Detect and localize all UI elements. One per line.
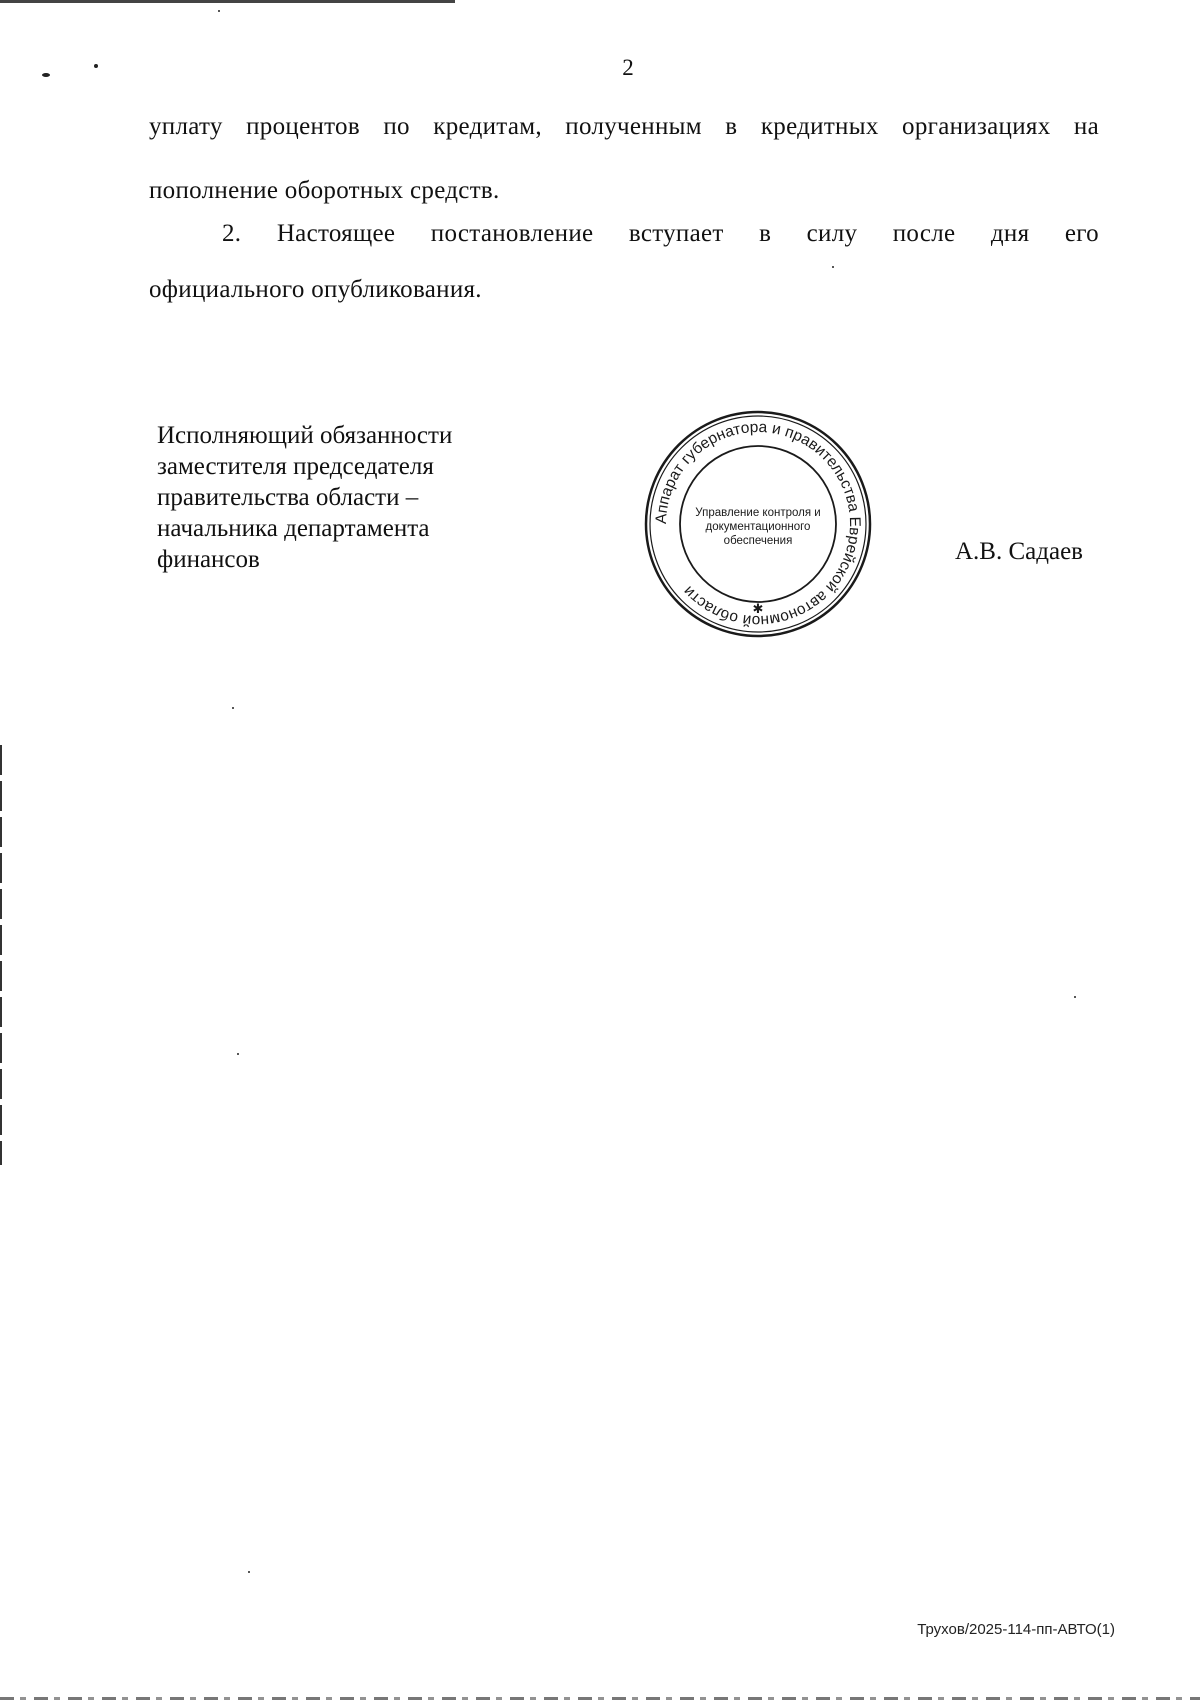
signatory-name: А.В. Садаев <box>955 538 1083 565</box>
body-line: официального опубликования. <box>149 276 482 303</box>
body-line: пополнение оборотных средств. <box>149 177 500 204</box>
scan-speck <box>832 266 834 268</box>
signatory-position-line: Исполняющий обязанности <box>157 422 453 449</box>
signatory-position-line: правительства области – <box>157 484 419 511</box>
stamp-inner-line: обеспечения <box>723 535 793 547</box>
body-line: уплату процентов по кредитам, полученным в кредитных организациях на <box>149 113 1099 140</box>
scan-speck <box>218 10 220 12</box>
document-code: Трухов/2025-114-пп-АВТО(1) <box>917 1621 1115 1638</box>
scan-edge-left <box>0 745 2 1165</box>
signatory-position-line: финансов <box>157 546 260 573</box>
scan-edge-top <box>0 0 455 3</box>
scan-speck <box>232 707 234 709</box>
stamp-inner-line: Управление контроля и <box>695 507 821 519</box>
stamp-outer-text: Аппарат губернатора и правительства Еврейской автономной области <box>652 418 864 630</box>
stamp-inner-line: документационного <box>705 521 811 533</box>
body-line: 2. Настоящее постановление вступает в силу после дня его <box>222 220 1099 247</box>
signatory-position <box>157 420 517 575</box>
stamp-star-icon: ✱ <box>752 602 764 617</box>
signatory-position-line: начальника департамента <box>157 515 430 542</box>
scan-speck <box>1074 996 1076 998</box>
page-number: 2 <box>622 55 634 80</box>
scan-edge-bottom <box>0 1697 1200 1700</box>
scan-speck <box>237 1053 239 1055</box>
signatory-position-line: заместителя председателя <box>157 453 434 480</box>
scan-speck <box>248 1571 250 1573</box>
official-stamp <box>643 409 873 639</box>
